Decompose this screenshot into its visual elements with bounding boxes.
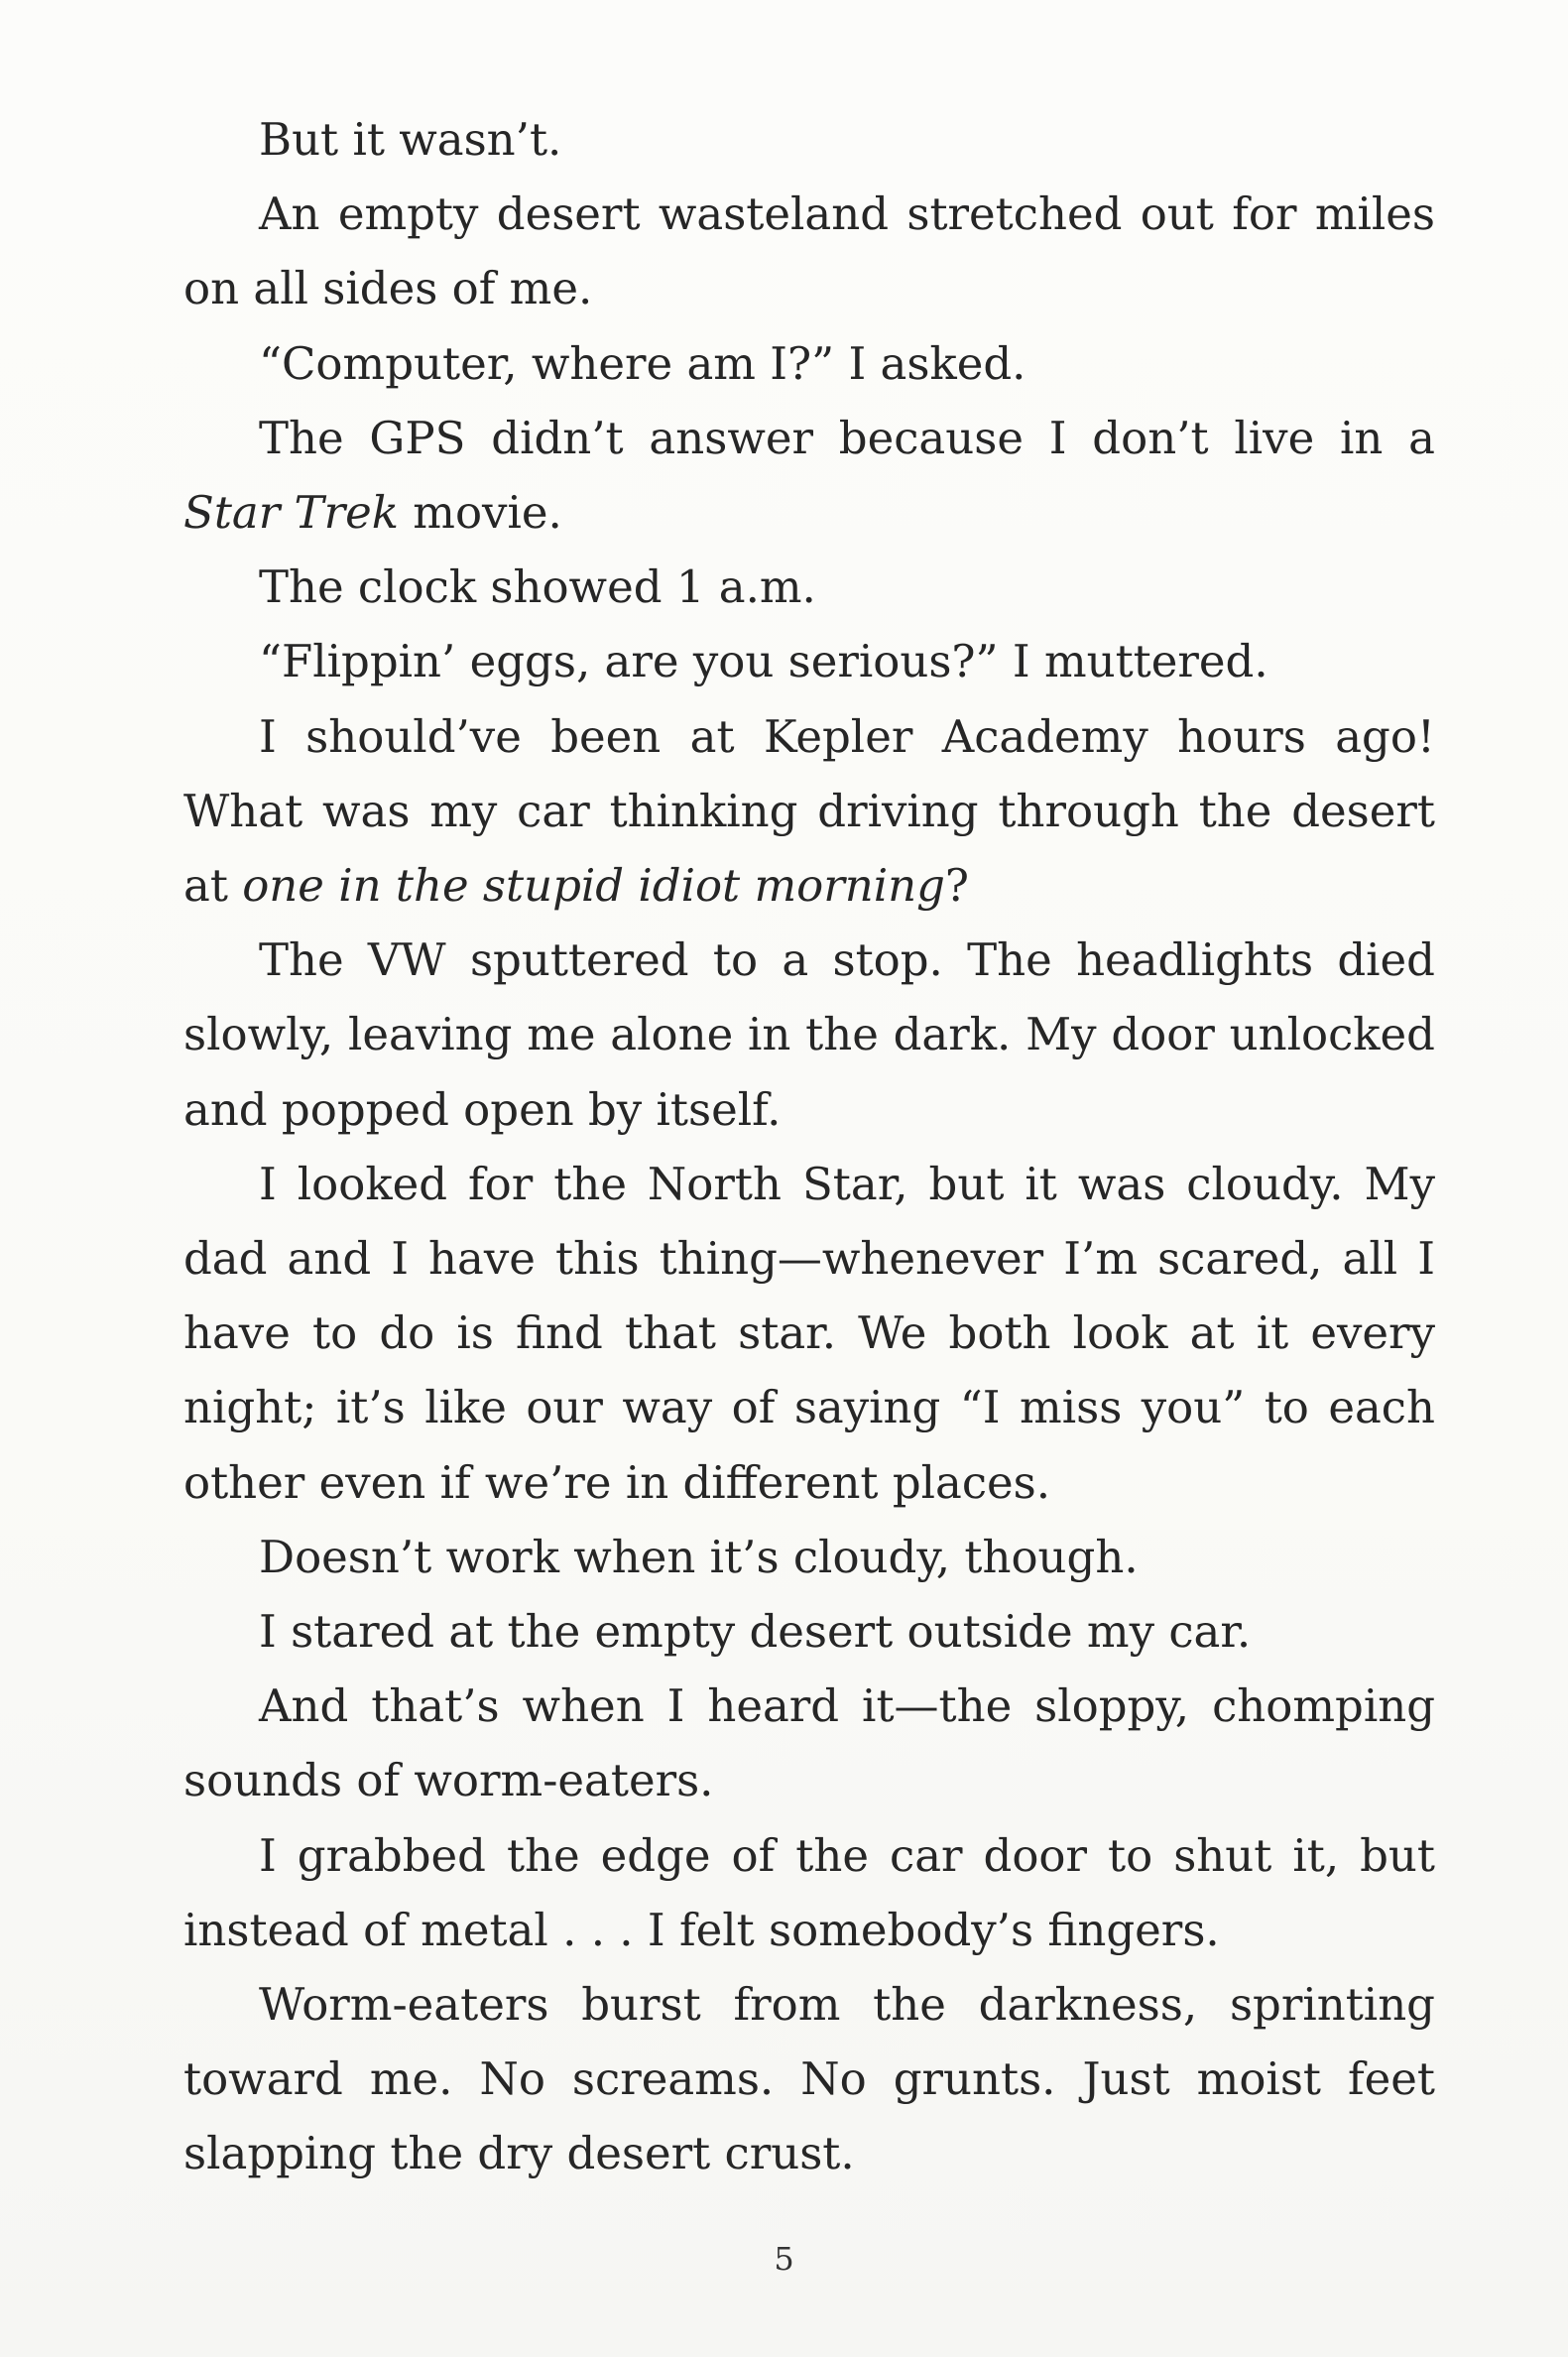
paragraph: An empty desert wasteland stretched out for miles on all sides of me. <box>183 187 1435 315</box>
paragraph: The clock showed 1 a.m. <box>259 560 816 614</box>
text-run: movie. <box>398 486 562 540</box>
paragraph: Doesn’t work when it’s cloudy, though. <box>259 1530 1139 1583</box>
text-run: ? <box>944 859 970 913</box>
paragraph: I grabbed the edge of the car door to shut it, but instead of metal . . . I felt somebody’s fingers. <box>183 1828 1435 1956</box>
paragraph: But it wasn’t. <box>259 113 562 166</box>
paragraph <box>183 699 1435 924</box>
paragraph: I stared at the empty desert outside my car. <box>259 1605 1252 1659</box>
body-text <box>183 102 1435 2191</box>
paragraph: The VW sputtered to a stop. The headlights died slowly, leaving me alone in the dark. My door unlocked and popped open by itself. <box>183 933 1435 1136</box>
paragraph: “Computer, where am I?” I asked. <box>259 336 1026 390</box>
paragraph: And that’s when I heard it—the sloppy, chomping sounds of worm-eaters. <box>183 1679 1435 1807</box>
paragraph: I looked for the North Star, but it was cloudy. My dad and I have this thing—whenever I’m scared, all I have to do is find that star. We both look at it every night; it’s like our way of saying “I miss you” to each other even if we’re in different places. <box>183 1157 1435 1509</box>
paragraph: “Flippin’ eggs, are you serious?” I muttered. <box>259 635 1268 688</box>
text-run: The GPS didn’t answer because I don’t live in a <box>259 411 1435 464</box>
paragraph <box>183 401 1435 550</box>
italic-title: Star Trek <box>183 486 399 540</box>
paragraph: Worm-eaters burst from the darkness, sprinting toward me. No screams. No grunts. Just moist feet slapping the dry desert crust. <box>183 1978 1435 2180</box>
page-number: 5 <box>774 2240 794 2278</box>
text-run: I should’ve been at Kepler Academy hours ago! What was my car thinking driving through the desert at <box>183 709 1435 913</box>
italic-emphasis: one in the stupid idiot morning <box>242 859 945 913</box>
